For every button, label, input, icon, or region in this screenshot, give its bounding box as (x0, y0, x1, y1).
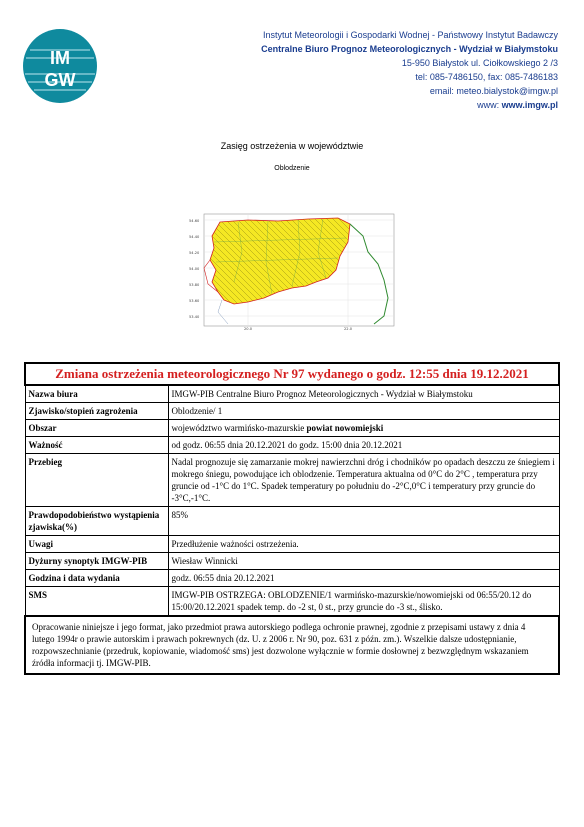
row-value: Przedłużenie ważności ostrzeżenia. (168, 536, 559, 553)
lat-label: 54.20 (189, 251, 200, 255)
page-title: Zasięg ostrzeżenia w województwie (220, 141, 364, 151)
lon-label: 20.0 (244, 327, 253, 330)
table-row (25, 385, 559, 403)
row-value: od godz. 06:55 dnia 20.12.2021 do godz. 15:00 dnia 20.12.2021 (168, 437, 559, 454)
row-label: Przebieg (25, 454, 168, 507)
table-row (25, 587, 559, 617)
copyright-notice: Opracowanie niniejsze i jego format, jako przedmiot prawa autorskiego podlega ochronie prawnej, zgodnie z przepisami ustawy z dnia 4 lutego 1994r o prawie autorskim i prawach pokrewnych (dz. U. z 2006 r. Nr 90, poz. 631 z późn. zm.). Wszelkie dalsze udostępnianie, rozpowszechnianie (przedruk, kopiowanie, wiadomość sms) jest dozwolone wyłącznie w formie dosłownej z bezwzględnym wskazaniem źródła informacji tj. IMGW-PIB. (25, 616, 559, 674)
table-row (25, 454, 559, 507)
lat-label: 54.40 (189, 235, 200, 239)
lon-label: 22.0 (344, 327, 353, 330)
row-label: Godzina i data wydania (25, 570, 168, 587)
row-value: godz. 06:55 dnia 20.12.2021 (168, 570, 559, 587)
imgw-logo-icon (22, 28, 98, 104)
warning-heading: Zmiana ostrzeżenia meteorologicznego Nr 97 wydanego o godz. 12:55 dnia 19.12.2021 (25, 363, 559, 385)
address: 15-950 Białystok ul. Ciołkowskiego 2 /3 (401, 58, 558, 68)
table-row (25, 507, 559, 536)
warning-table (24, 362, 560, 675)
table-row (25, 553, 559, 570)
row-value: 85% (168, 507, 559, 536)
area-text: województwo warmińsko-mazurskie (171, 423, 307, 433)
page-subtitle: Oblodzenie (274, 165, 310, 172)
email: email: meteo.bialystok@imgw.pl (429, 86, 558, 96)
row-label: Dyżurny synoptyk IMGW-PIB (25, 553, 168, 570)
lat-label: 53.40 (189, 315, 200, 319)
lat-label: 53.60 (189, 299, 200, 303)
row-label: Obszar (25, 420, 168, 437)
table-row (25, 403, 559, 420)
row-value (168, 420, 559, 437)
institute-name: Instytut Meteorologii i Gospodarki Wodnej - Państwowy Instytut Badawczy (263, 30, 558, 40)
row-label: Ważność (25, 437, 168, 454)
lat-label: 53.80 (189, 283, 200, 287)
www-label: www: (477, 100, 502, 110)
row-value: Oblodzenie/ 1 (168, 403, 559, 420)
warning-map (188, 212, 396, 330)
lat-label: 54.60 (189, 219, 200, 223)
row-label: Uwagi (25, 536, 168, 553)
logo-text-bottom: GW (44, 70, 76, 90)
table-row (25, 437, 559, 454)
lat-label: 54.00 (189, 267, 200, 271)
area-district: powiat nowomiejski (306, 423, 384, 433)
phone-fax: tel: 085-7486150, fax: 085-7486183 (415, 72, 558, 82)
table-row (25, 420, 559, 437)
bureau-name: Centralne Biuro Prognoz Meteorologicznych - Wydział w Białymstoku (261, 44, 558, 54)
row-value: Wiesław Winnicki (168, 553, 559, 570)
table-row (25, 536, 559, 553)
row-label: Nazwa biura (25, 385, 168, 403)
row-value: IMGW-PIB Centralne Biuro Prognoz Meteorologicznych - Wydział w Białymstoku (168, 385, 559, 403)
row-label: SMS (25, 587, 168, 617)
institute-header (261, 28, 558, 112)
table-row (25, 570, 559, 587)
row-value: IMGW-PIB OSTRZEGA: OBLODZENIE/1 warmińsko-mazurskie/nowomiejski od 06:55/20.12 do 15:00/20.12.2021 spadek temp. do -2 st, 0 st., przy gruncie do -3 st., ślisko. (168, 587, 559, 617)
row-value: Nadal prognozuje się zamarzanie mokrej nawierzchni dróg i chodników po opadach deszczu ze śniegiem i mokrego śniegu, powodujące ich oblodzenie. Temperatura aktualna od 0°C do 2°C , temperatura przy gruncie od -1°C do 1°C. Spadek temperatury po południu do -2°C,0°C i temperatury przy gruncie do -3°C,-1°C. (168, 454, 559, 507)
row-label: Prawdopodobieństwo wystąpienia zjawiska(%) (25, 507, 168, 536)
www-link[interactable]: www.imgw.pl (501, 100, 558, 110)
logo-text-top: IM (50, 48, 70, 68)
row-label: Zjawisko/stopień zagrożenia (25, 403, 168, 420)
